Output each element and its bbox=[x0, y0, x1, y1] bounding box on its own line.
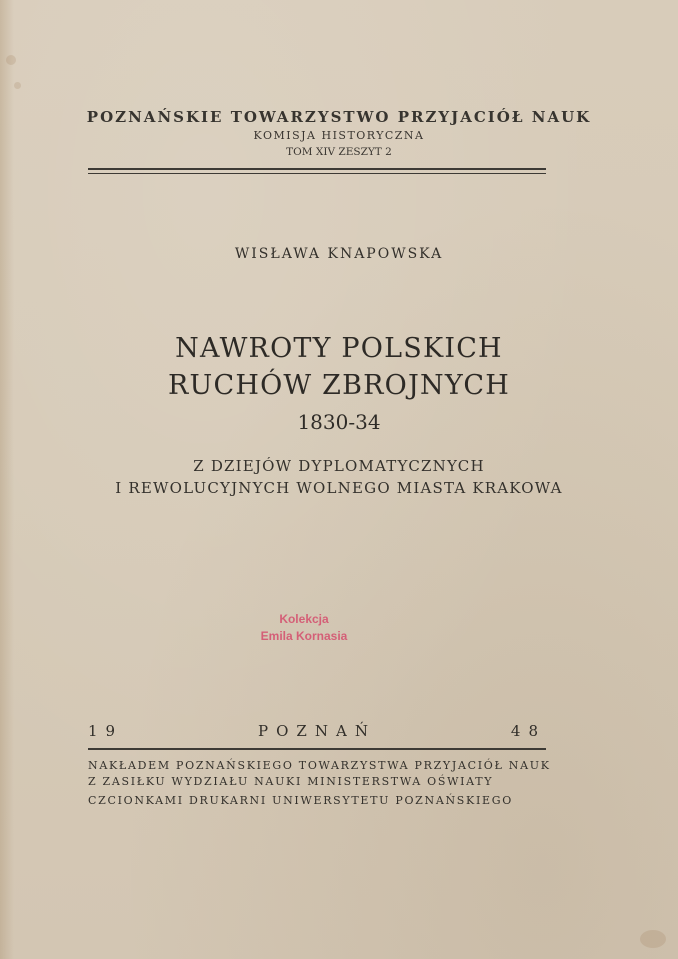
imprint-line-3: CZCIONKAMI DRUKARNI UNIWERSYTETU POZNAŃSKIEGO bbox=[88, 794, 513, 807]
author-name: WISŁAWA KNAPOWSKA bbox=[234, 246, 444, 262]
footer-year-left: 19 bbox=[88, 722, 124, 740]
footer-year-right: 48 bbox=[510, 722, 546, 740]
subtitle-line-1: Z DZIEJÓW DYPLOMATYCZNYCH bbox=[193, 457, 485, 475]
footer-rule bbox=[88, 748, 546, 750]
title-line-2: RUCHÓW ZBROJNYCH bbox=[167, 370, 511, 401]
footer-city: POZNAŃ bbox=[258, 722, 376, 740]
header-rule-top bbox=[88, 168, 546, 170]
paper-stain bbox=[14, 82, 21, 89]
commission-name: KOMISJA HISTORYCZNA bbox=[253, 129, 425, 142]
subtitle-line-2: I REWOLUCYJNYCH WOLNEGO MIASTA KRAKOWA bbox=[115, 479, 563, 497]
title-line-1: NAWROTY POLSKICH bbox=[175, 333, 503, 364]
footer-place-date bbox=[88, 722, 546, 742]
imprint-line-2: Z ZASIŁKU WYDZIAŁU NAUKI MINISTERSTWA OŚWIATY bbox=[88, 775, 494, 788]
publisher-name: POZNAŃSKIE TOWARZYSTWO PRZYJACIÓŁ NAUK bbox=[86, 108, 592, 126]
paper-stain bbox=[640, 930, 666, 948]
volume-info: TOM XIV ZESZYT 2 bbox=[286, 146, 392, 158]
paper-stain bbox=[6, 55, 16, 65]
collection-stamp-line-2: Emila Kornasia bbox=[260, 629, 348, 643]
title-years: 1830-34 bbox=[297, 410, 381, 434]
collection-stamp-line-1: Kolekcja bbox=[279, 612, 329, 626]
imprint-line-1: NAKŁADEM POZNAŃSKIEGO TOWARZYSTWA PRZYJACIÓŁ NAUK bbox=[88, 759, 551, 772]
header-rule-bottom bbox=[88, 173, 546, 174]
